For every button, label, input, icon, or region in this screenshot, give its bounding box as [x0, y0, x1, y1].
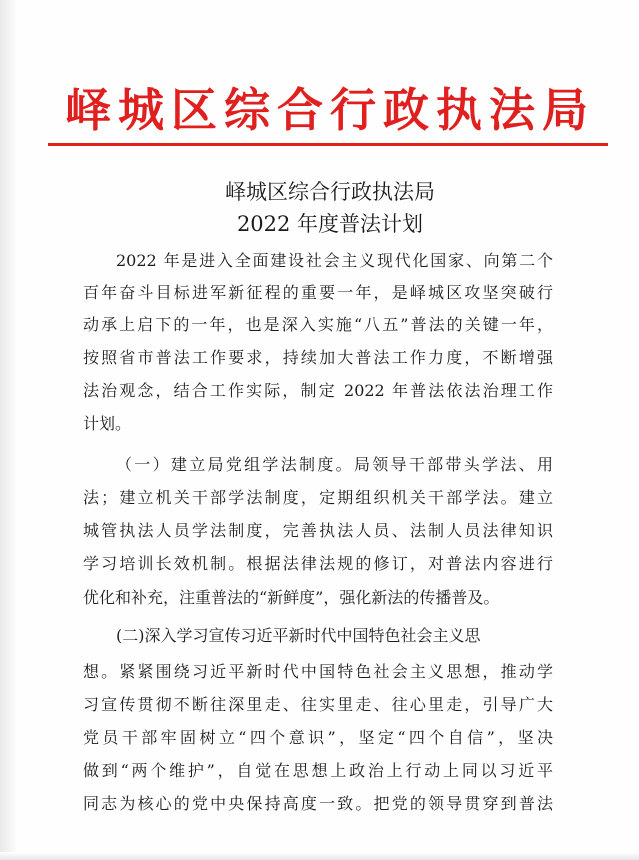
body-line: 按照省市普法工作要求，持续加大普法工作力度，不断增强 — [83, 348, 553, 367]
body-line: 习宣传贯彻不断往深里走、往实里走、往心里走，引导广大 — [83, 695, 553, 714]
body-line: 2022 年是进入全面建设社会主义现代化国家、向第二个 — [116, 251, 553, 270]
body-line: 法治观念，结合工作实际，制定 2022 年普法依法治理工作 — [83, 381, 553, 400]
letterhead-agency-name: 峄城区综合行政执法局 — [65, 83, 595, 137]
body-line: 法；建立机关干部学法制度，定期组织机关干部学法。建立 — [83, 488, 553, 507]
body-line: 同志为核心的党中央保持高度一致。把党的领导贯穿到普法 — [83, 794, 553, 813]
page-left-shadow — [0, 0, 16, 860]
body-line: （一）建立局党组学法制度。局领导干部带头学法、用 — [116, 455, 553, 474]
document-title-line-1: 峄城区综合行政执法局 — [225, 180, 435, 204]
body-line: 做到“两个维护”，自觉在思想上政治上行动上同以习近平 — [83, 761, 553, 780]
body-line: 城管执法人员学法制度，完善执法人员、法制人员法律知识 — [83, 521, 553, 540]
letterhead-red-rule — [48, 143, 608, 146]
body-line: 想。紧紧围绕习近平新时代中国特色社会主义思想，推动学 — [83, 662, 553, 681]
body-line: 优化和补充，注重普法的“新鲜度”，强化新法的传播普及。 — [83, 588, 500, 607]
page-bottom-shadow — [0, 852, 639, 860]
body-line: 动承上启下的一年，也是深入实施“八五”普法的关键一年， — [83, 315, 553, 334]
body-line: 党员干部牢固树立“四个意识”，坚定“四个自信”，坚决 — [83, 728, 553, 747]
body-line: 学习培训长效机制。根据法律法规的修订，对普法内容进行 — [83, 554, 553, 573]
body-line: 计划。 — [83, 414, 132, 433]
body-line: (二)深入学习宣传习近平新时代中国特色社会主义思 — [116, 626, 481, 645]
document-title-line-2: 2022 年度普法计划 — [236, 212, 424, 236]
body-line: 百年奋斗目标进军新征程的重要一年，是峄城区攻坚突破行 — [83, 283, 553, 302]
